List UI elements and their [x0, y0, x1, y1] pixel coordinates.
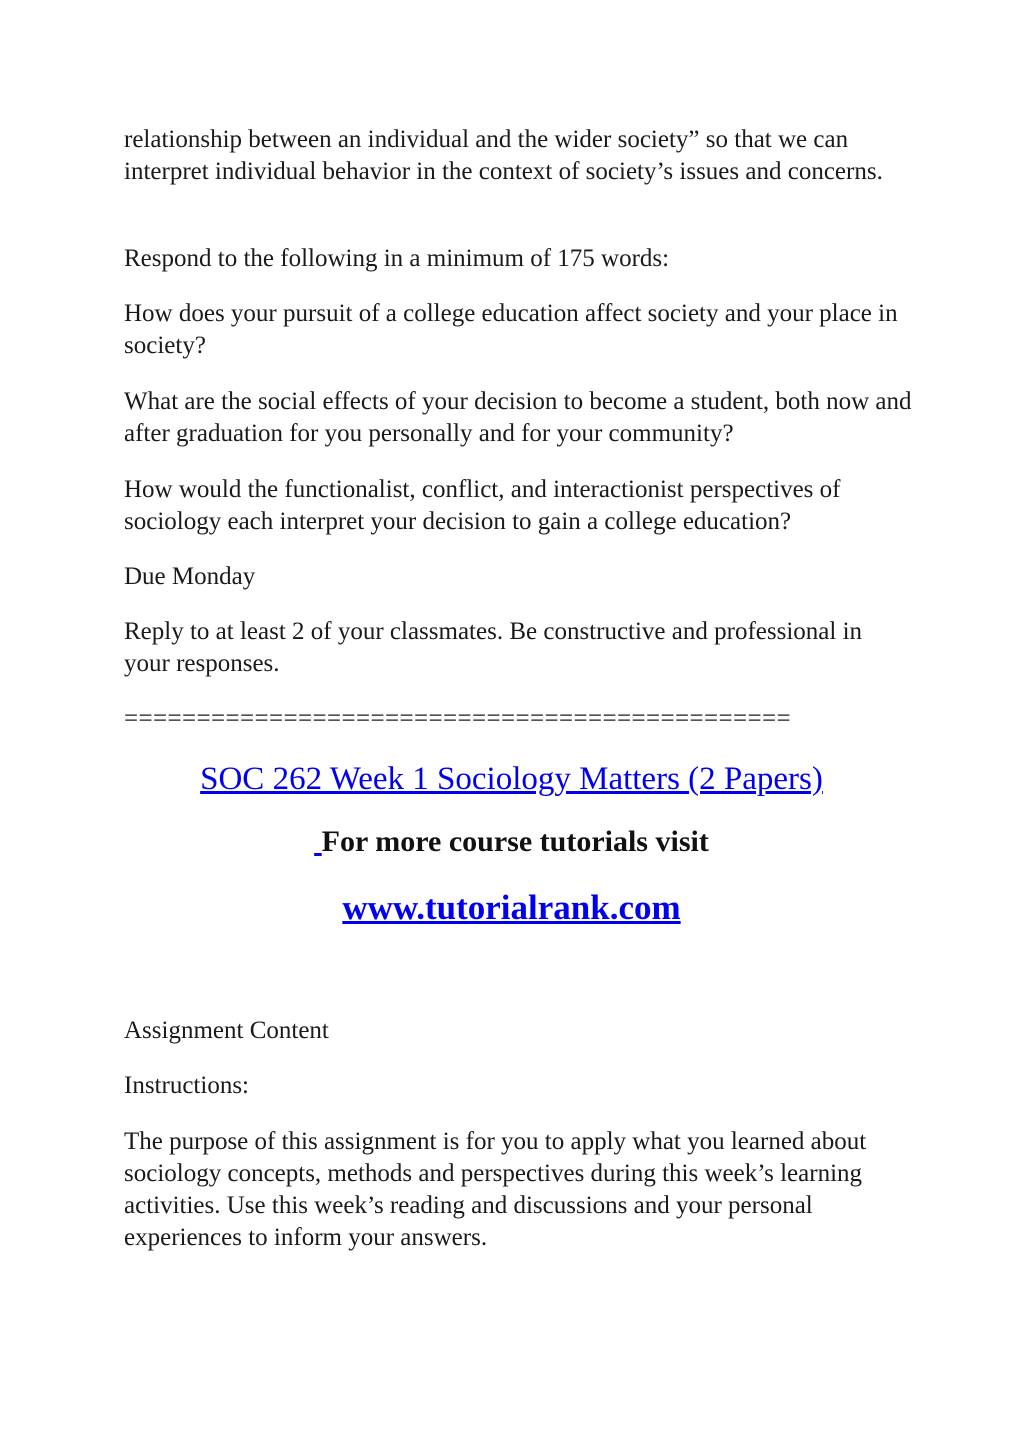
reply-instruction: Reply to at least 2 of your classmates. Be constructive and professional in your responses. — [124, 618, 863, 677]
separator-line: ============================================== — [124, 705, 791, 732]
purpose-paragraph: The purpose of this assignment is for you to apply what you learned about sociology concepts, methods and perspectives during this week’s learning activities. Use this week’s reading and discussions and your personal experiences to inform your answers. — [124, 1128, 867, 1251]
question-perspectives: How would the functionalist, conflict, and interactionist perspectives of sociology each interpret your decision to gain a college education? — [124, 476, 841, 535]
course-title-link[interactable]: SOC 262 Week 1 Sociology Matters (2 Papers) — [200, 761, 823, 797]
intro-paragraph: relationship between an individual and the wider society” so that we can interpret individual behavior in the context of society’s issues and concerns. — [124, 126, 883, 185]
visit-text: For more course tutorials visit — [321, 825, 709, 858]
word-count-instruction: Respond to the following in a minimum of 175 words: — [124, 245, 670, 272]
leading-link-underline[interactable] — [314, 825, 322, 858]
question-college-education: How does your pursuit of a college education affect society and your place in society? — [124, 300, 898, 359]
assignment-content-label: Assignment Content — [124, 1017, 329, 1044]
site-url-line — [0, 887, 1023, 929]
due-date: Due Monday — [124, 563, 256, 590]
question-social-effects: What are the social effects of your decision to become a student, both now and after graduation for you personally and for your community? — [124, 388, 912, 447]
instructions-label: Instructions: — [124, 1072, 249, 1099]
site-url-link[interactable]: www.tutorialrank.com — [342, 888, 681, 927]
course-title-heading — [0, 759, 1023, 799]
tutorials-visit-line — [0, 824, 1023, 860]
